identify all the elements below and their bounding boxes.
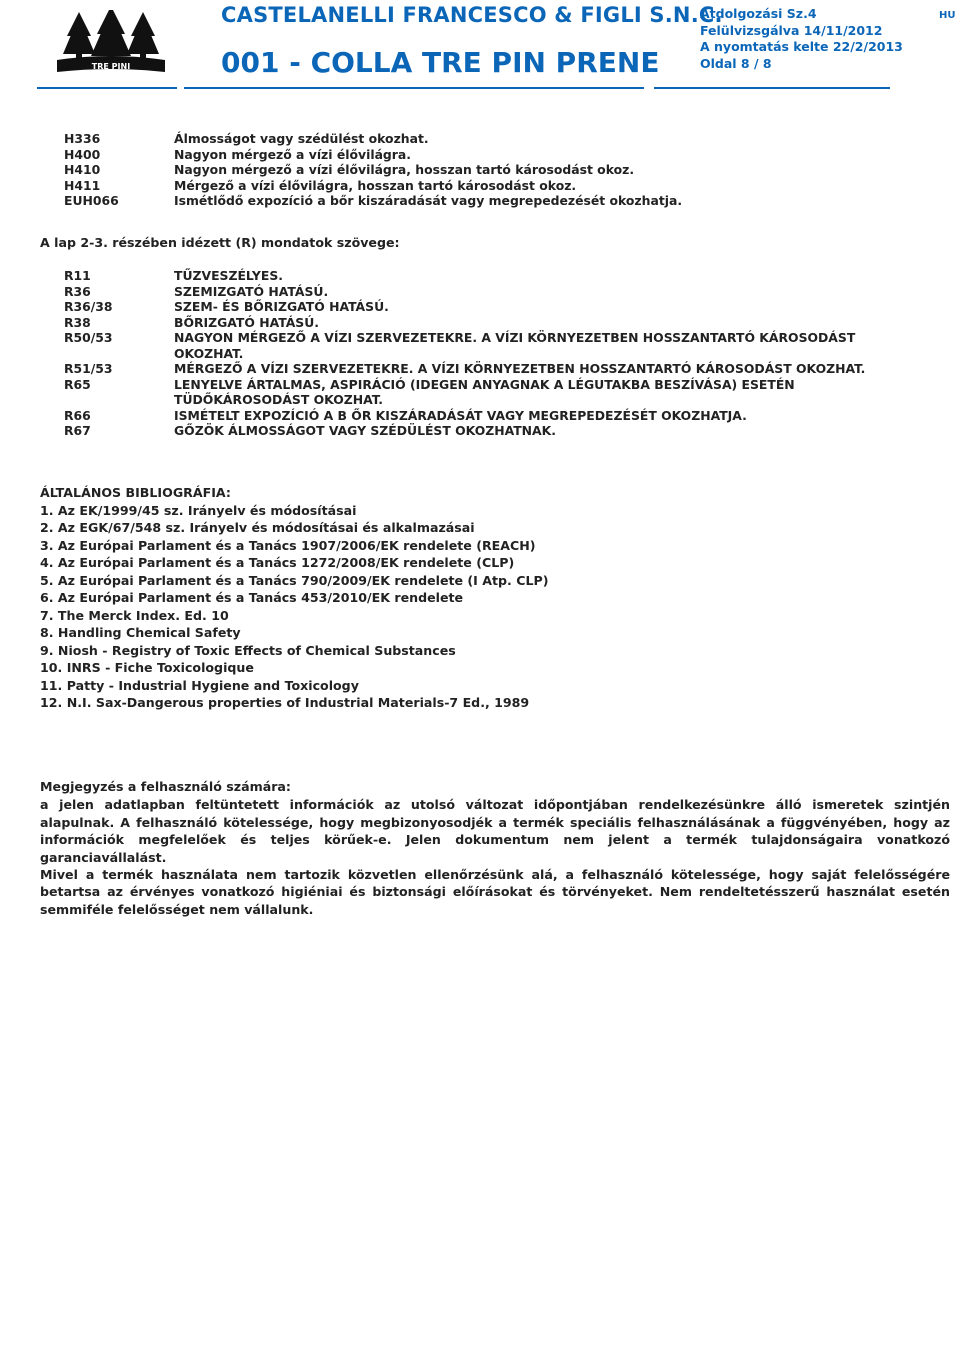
user-note-paragraph-2: Mivel a termék használata nem tartozik közvetlen ellenőrzésünk alá, a felhasználó kötelessége, hogy saját felelősségére betartsa az érvényes vonatkozó higiéniai és biztonsági előírásokat és törvényeket. Nem rendeltetésszerű használat esetén semmiféle felelősséget nem vállalunk.	[40, 867, 950, 917]
header-divider-right	[654, 87, 890, 89]
product-name: 001 - COLLA TRE PIN PRENE	[221, 46, 660, 79]
phrase-code: H400	[64, 146, 101, 162]
bibliography-item: 7. The Merck Index. Ed. 10	[40, 607, 229, 623]
bibliography-item: 4. Az Európai Parlament és a Tanács 1272/2008/EK rendelete (CLP)	[40, 555, 515, 570]
revision-info	[700, 6, 903, 72]
review-date: Felülvizsgálva 14/11/2012	[700, 22, 883, 38]
list-item	[64, 268, 894, 284]
phrase-code: R50/53	[64, 330, 113, 345]
phrase-text: Mérgező a vízi élővilágra, hosszan tartó károsodást okoz.	[174, 177, 577, 193]
bibliography-item: 10. INRS - Fiche Toxicologique	[40, 660, 254, 675]
phrase-text: MÉRGEZŐ A VÍZI SZERVEZETEKRE. A VÍZI KÖRNYEZETBEN HOSSZANTARTÓ KÁROSODÁST OKOZHAT.	[174, 361, 866, 376]
phrase-code: R36/38	[64, 299, 113, 314]
header-divider-left	[37, 87, 177, 89]
bibliography-list	[40, 502, 548, 712]
r-phrase-list	[64, 268, 894, 439]
r-section-title: A lap 2-3. részében idézett (R) mondatok szövege:	[40, 235, 400, 250]
bibliography	[40, 484, 548, 712]
phrase-text: SZEM- ÉS BŐRIZGATÓ HATÁSÚ.	[174, 299, 389, 314]
phrase-text: GŐZÖK ÁLMOSSÁGOT VAGY SZÉDÜLÉST OKOZHATNAK.	[174, 423, 556, 438]
phrase-text: LENYELVE ÁRTALMAS, ASPIRÁCIÓ (IDEGEN ANYAGNAK A LÉGUTAKBA BESZÍVÁSA) ESETÉN TÜDŐKÁROSODÁST OKOZHAT.	[174, 376, 795, 407]
user-note-paragraph-1: a jelen adatlapban feltüntetett információk az utolsó változat időpontjában rendelkezésünkre álló ismeretek szintjén alapulnak. A felhasználó kötelessége, hogy megbizonyosodjék a termék speciális felhasználásának a függvényében, hogy az információk megfelelőek és teljes körűek-e. Jelen dokumentum nem jelent a termék tulajdonságaira vonatkozó garanciavállalást.	[40, 797, 950, 865]
phrase-code: H336	[64, 131, 101, 146]
list-item	[64, 330, 894, 361]
phrase-code: R51/53	[64, 361, 113, 376]
phrase-text: SZEMIZGATÓ HATÁSÚ.	[174, 283, 329, 299]
list-item	[64, 299, 894, 315]
phrase-code: EUH066	[64, 193, 119, 208]
list-item	[64, 162, 894, 178]
bibliography-item: 8. Handling Chemical Safety	[40, 625, 241, 640]
list-item	[64, 284, 894, 300]
list-item	[64, 408, 894, 424]
phrase-code: R67	[64, 423, 91, 438]
list-item	[64, 131, 894, 147]
language-code: HU	[939, 10, 956, 21]
company-name: CASTELANELLI FRANCESCO & FIGLI S.N.C.	[221, 3, 723, 27]
phrase-code: R36	[64, 283, 91, 299]
logo-text: TRE PINI	[91, 62, 131, 71]
bibliography-item: 1. Az EK/1999/45 sz. Irányelv és módosításai	[40, 502, 357, 518]
phrase-code: R11	[64, 268, 91, 283]
list-item	[64, 147, 894, 163]
list-item	[64, 178, 894, 194]
bibliography-item: 2. Az EGK/67/548 sz. Irányelv és módosításai és alkalmazásai	[40, 520, 475, 535]
phrase-code: H410	[64, 162, 101, 177]
bibliography-item: 5. Az Európai Parlament és a Tanács 790/2009/EK rendelete (I Atp. CLP)	[40, 572, 549, 588]
page-header	[37, 0, 957, 88]
user-note	[40, 778, 950, 918]
phrase-text: BŐRIZGATÓ HATÁSÚ.	[174, 314, 319, 330]
bibliography-item: 11. Patty - Industrial Hygiene and Toxicology	[40, 677, 359, 693]
print-date: A nyomtatás kelte 22/2/2013	[700, 39, 903, 54]
phrase-text: ISMÉTELT EXPOZÍCIÓ A B ŐR KISZÁRADÁSÁT VAGY MEGREPEDEZÉSÉT OKOZHATJA.	[174, 407, 747, 423]
list-item	[64, 377, 894, 408]
list-item	[64, 193, 894, 209]
phrase-code: R66	[64, 407, 91, 423]
header-divider-middle	[184, 87, 644, 89]
phrase-text: Nagyon mérgező a vízi élővilágra, hosszan tartó károsodást okoz.	[174, 162, 635, 177]
phrase-code: R38	[64, 314, 91, 330]
phrase-text: Álmosságot vagy szédülést okozhat.	[174, 131, 429, 146]
bibliography-item: 9. Niosh - Registry of Toxic Effects of Chemical Substances	[40, 642, 456, 658]
page-number: Oldal 8 / 8	[700, 55, 772, 71]
bibliography-item: 6. Az Európai Parlament és a Tanács 453/2010/EK rendelete	[40, 590, 464, 605]
phrase-text: Nagyon mérgező a vízi élővilágra.	[174, 146, 411, 162]
tre-pini-logo-icon	[51, 10, 171, 76]
list-item	[64, 423, 894, 439]
bibliography-item: 12. N.I. Sax-Dangerous properties of Industrial Materials-7 Ed., 1989	[40, 695, 530, 710]
phrase-code: H411	[64, 177, 101, 193]
phrase-text: Ismétlődő expozíció a bőr kiszáradását vagy megrepedezését okozhatja.	[174, 193, 683, 208]
phrase-text: TŰZVESZÉLYES.	[174, 268, 283, 283]
bibliography-item: 3. Az Európai Parlament és a Tanács 1907/2006/EK rendelete (REACH)	[40, 537, 536, 553]
h-statement-list	[64, 131, 894, 209]
revision-number: Átdolgozási Sz.4	[700, 6, 817, 21]
list-item	[64, 315, 894, 331]
phrase-text: NAGYON MÉRGEZŐ A VÍZI SZERVEZETEKRE. A VÍZI KÖRNYEZETBEN HOSSZANTARTÓ KÁROSODÁST OKOZHAT.	[174, 330, 856, 361]
list-item	[64, 361, 894, 377]
phrase-code: R65	[64, 376, 91, 392]
bibliography-title: ÁLTALÁNOS BIBLIOGRÁFIA:	[40, 485, 231, 500]
user-note-title: Megjegyzés a felhasználó számára:	[40, 779, 291, 794]
